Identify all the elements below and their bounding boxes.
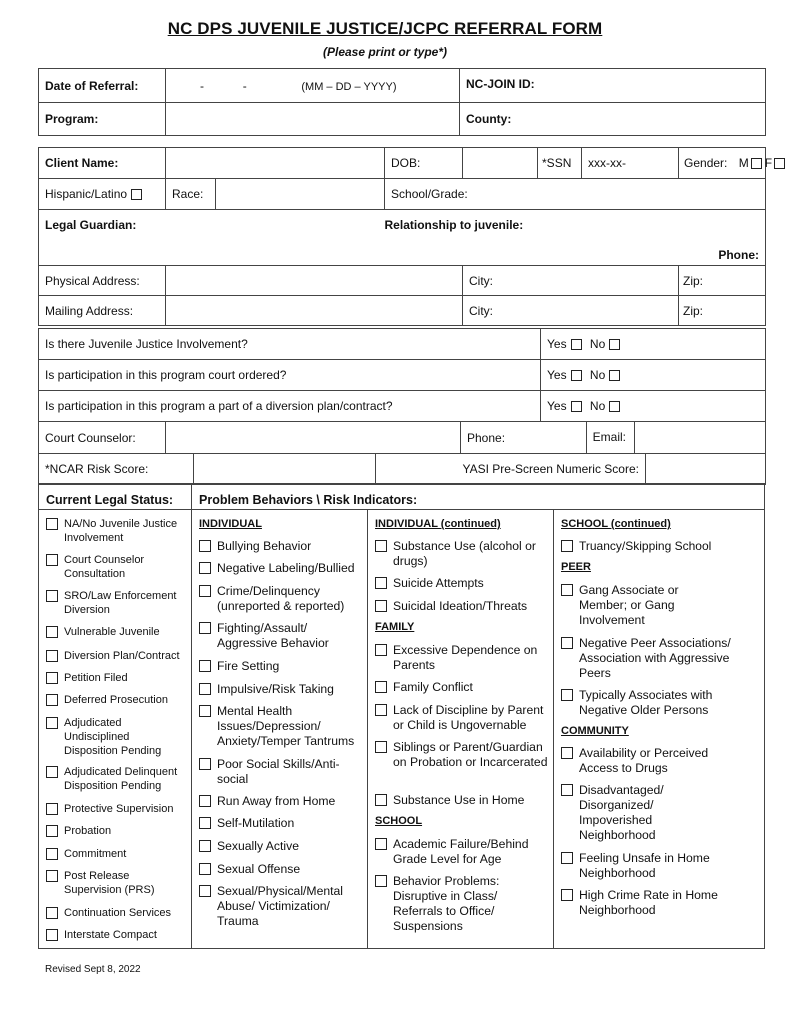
yasi-score-label: YASI Pre-Screen Numeric Score:	[376, 454, 646, 485]
behavior-item[interactable]	[561, 888, 733, 918]
school-continued-heading: SCHOOL (continued)	[561, 518, 671, 530]
legal-status-label: Court Counselor Consultation	[64, 554, 145, 580]
behavior-item[interactable]	[561, 583, 733, 628]
behavior-item[interactable]	[375, 576, 549, 591]
answer-court-ordered	[541, 360, 766, 391]
behavior-label: Lack of Discipline by Parent or Child is Ungovernable	[393, 703, 544, 732]
behavior-checkbox[interactable]	[199, 705, 211, 717]
behavior-checkbox[interactable]	[199, 683, 211, 695]
problem-behaviors-body	[192, 510, 764, 948]
behavior-item[interactable]	[375, 793, 549, 808]
behavior-label: Family Conflict	[393, 680, 473, 694]
behavior-checkbox[interactable]	[375, 838, 387, 850]
behavior-label: Behavior Problems: Disruptive in Class/ Referrals to Office/ Suspensions	[393, 874, 500, 933]
legal-status-checkbox[interactable]	[46, 766, 58, 778]
physical-zip-field[interactable]	[679, 266, 766, 296]
legal-status-checkbox[interactable]	[46, 626, 58, 638]
legal-status-label: Diversion Plan/Contract	[64, 650, 180, 662]
school-grade-label: School/Grade:	[391, 187, 468, 201]
behavior-item[interactable]	[199, 621, 363, 651]
client-name-label: Client Name:	[39, 148, 166, 179]
legal-status-column	[39, 484, 192, 948]
legal-guardian-label: Legal Guardian:	[45, 218, 137, 232]
nc-join-id-label: NC-JOIN ID:	[466, 77, 535, 91]
behavior-label: High Crime Rate in Home Neighborhood	[579, 888, 718, 917]
legal-status-heading: Current Legal Status:	[39, 484, 191, 510]
school-grade-field[interactable]	[385, 179, 766, 210]
behavior-checkbox[interactable]	[375, 875, 387, 887]
behavior-item[interactable]	[199, 839, 363, 854]
column-divider	[367, 510, 368, 948]
behavior-label: Academic Failure/Behind Grade Level for Age	[393, 837, 529, 866]
behavior-label: Truancy/Skipping School	[579, 539, 712, 553]
form-subtitle: (Please print or type*)	[322, 45, 448, 59]
school-heading: SCHOOL	[375, 815, 423, 827]
counselor-phone-field[interactable]	[461, 422, 587, 454]
legal-status-label: Adjudicated Delinquent Disposition Pending	[64, 766, 178, 792]
behavior-label: Negative Peer Associations/ Association with Aggressive Peers	[579, 636, 731, 680]
legal-status-item[interactable]	[46, 589, 194, 617]
legal-status-checkbox[interactable]	[46, 694, 58, 706]
legal-status-item[interactable]	[46, 649, 194, 663]
behavior-label: Sexual Offense	[217, 862, 301, 876]
behavior-checkbox[interactable]	[375, 540, 387, 552]
counselor-email-field[interactable]	[587, 422, 766, 454]
relationship-phone-field[interactable]	[385, 210, 766, 266]
legal-status-checkbox[interactable]	[46, 870, 58, 882]
behavior-checkbox[interactable]	[561, 584, 573, 596]
behavior-label: Excessive Dependence on Parents	[393, 643, 538, 672]
behavior-checkbox[interactable]	[199, 758, 211, 770]
court-counselor-field[interactable]	[166, 422, 461, 454]
program-label: Program:	[39, 103, 166, 136]
mailing-city-label: City:	[469, 303, 494, 318]
ssn-label: *SSN	[538, 148, 582, 179]
referral-table	[38, 68, 766, 136]
behavior-label: Sexually Active	[217, 839, 299, 853]
nc-join-id-field[interactable]	[460, 69, 766, 103]
behavior-item[interactable]	[561, 539, 733, 554]
county-label: County:	[466, 112, 512, 126]
problem-behaviors-column	[192, 484, 764, 948]
family-heading: FAMILY	[375, 621, 415, 633]
no-checkbox[interactable]	[609, 339, 620, 350]
behavior-item[interactable]	[561, 851, 733, 881]
hispanic-latino-label: Hispanic/Latino	[45, 187, 128, 201]
form-title: NC DPS JUVENILE JUSTICE/JCPC REFERRAL FORM	[167, 19, 603, 38]
ncar-risk-score-label: *NCAR Risk Score:	[39, 454, 194, 485]
legal-status-checkbox[interactable]	[46, 650, 58, 662]
behavior-checkbox[interactable]	[375, 794, 387, 806]
behavior-checkbox[interactable]	[561, 540, 573, 552]
behavior-label: Suicidal Ideation/Threats	[393, 599, 528, 613]
behavior-item[interactable]	[375, 703, 549, 733]
court-counselor-label: Court Counselor:	[39, 422, 166, 454]
behavior-checkbox[interactable]	[199, 622, 211, 634]
legal-status-checkbox[interactable]	[46, 803, 58, 815]
legal-status-checkbox[interactable]	[46, 848, 58, 860]
question-jj-involvement: Is there Juvenile Justice Involvement?	[39, 329, 541, 360]
legal-status-item[interactable]	[46, 517, 194, 545]
date-separator: -	[242, 78, 247, 93]
gender-f-label: F	[764, 156, 773, 170]
hispanic-latino-field	[39, 179, 166, 210]
behavior-checkbox[interactable]	[561, 637, 573, 649]
ncar-risk-score-field[interactable]	[194, 454, 376, 485]
yes-label: Yes	[547, 368, 567, 382]
behavior-checkbox[interactable]	[561, 784, 573, 796]
gender-f-checkbox[interactable]	[774, 158, 785, 169]
behavior-item[interactable]	[375, 740, 549, 770]
behavior-checkbox[interactable]	[375, 741, 387, 753]
legal-status-checkbox[interactable]	[46, 825, 58, 837]
legal-status-list	[39, 510, 191, 948]
no-label: No	[589, 337, 606, 351]
question-diversion-plan: Is participation in this program a part of a diversion plan/contract?	[39, 391, 541, 422]
behavior-item[interactable]	[199, 794, 363, 809]
legal-status-checkbox[interactable]	[46, 518, 58, 530]
dob-label: DOB:	[385, 148, 463, 179]
behavior-label: Gang Associate or Member; or Gang Involvement	[579, 583, 679, 627]
behavior-item[interactable]	[561, 783, 733, 843]
legal-status-label: Interstate Compact	[64, 929, 157, 941]
peer-heading: PEER	[561, 561, 591, 573]
legal-status-item[interactable]	[46, 625, 194, 639]
behavior-label: Substance Use in Home	[393, 793, 525, 807]
behavior-checkbox[interactable]	[199, 795, 211, 807]
behavior-checkbox[interactable]	[199, 585, 211, 597]
behavior-label: Availability or Perceived Access to Drugs	[579, 746, 709, 775]
yes-label: Yes	[547, 399, 567, 413]
individual-continued-heading: INDIVIDUAL (continued)	[375, 518, 501, 530]
legal-status-label: Petition Filed	[64, 672, 128, 684]
behavior-checkbox[interactable]	[375, 600, 387, 612]
behavior-checkbox[interactable]	[561, 689, 573, 701]
legal-status-item[interactable]	[46, 693, 194, 707]
yasi-score-field[interactable]	[646, 454, 766, 485]
mailing-zip-label: Zip:	[683, 303, 704, 318]
legal-status-item[interactable]	[46, 671, 194, 685]
behavior-label: Suicide Attempts	[393, 576, 484, 590]
county-field[interactable]	[460, 103, 766, 136]
counselor-email-label: Email:	[587, 422, 635, 453]
behavior-label: Sexual/Physical/Mental Abuse/ Victimization/ Trauma	[217, 884, 343, 928]
physical-address-field[interactable]	[166, 266, 463, 296]
behavior-item[interactable]	[375, 643, 549, 673]
behavior-label: Substance Use (alcohol or drugs)	[393, 539, 536, 568]
dob-field[interactable]	[463, 148, 538, 179]
behavior-item[interactable]	[375, 539, 549, 569]
behavior-checkbox[interactable]	[561, 889, 573, 901]
answer-jj-involvement	[541, 329, 766, 360]
problem-behaviors-heading: Problem Behaviors \ Risk Indicators:	[192, 484, 764, 510]
date-of-referral-field[interactable]	[166, 69, 460, 103]
date-separator: -	[200, 78, 204, 93]
mailing-address-field[interactable]	[166, 296, 463, 326]
legal-status-label: Post Release Supervision (PRS)	[64, 870, 155, 896]
legal-status-label: Probation	[64, 825, 112, 837]
behavior-label: Crime/Delinquency (unreported & reported)	[217, 584, 345, 613]
behavior-checkbox[interactable]	[561, 747, 573, 759]
mailing-zip-field[interactable]	[679, 296, 766, 326]
legal-guardian-field[interactable]	[39, 210, 385, 266]
behavior-label: Siblings or Parent/Guardian on Probation or Incarcerated	[393, 740, 548, 769]
legal-status-item[interactable]	[46, 847, 194, 861]
question-court-ordered: Is participation in this program court ordered?	[39, 360, 541, 391]
behavior-label: Mental Health Issues/Depression/ Anxiety/Temper Tantrums	[217, 704, 355, 748]
behavior-item[interactable]	[199, 539, 363, 554]
hispanic-latino-checkbox[interactable]	[131, 189, 142, 200]
behavior-item[interactable]	[375, 680, 549, 695]
legal-status-checkbox[interactable]	[46, 907, 58, 919]
ssn-mask: xxx-xx-	[588, 156, 627, 170]
gender-m-checkbox[interactable]	[751, 158, 762, 169]
physical-city-field[interactable]	[463, 266, 679, 296]
no-label: No	[589, 368, 606, 382]
behavior-item[interactable]	[375, 599, 549, 614]
physical-zip-label: Zip:	[683, 273, 704, 288]
behavior-checkbox[interactable]	[199, 817, 211, 829]
race-label: Race:	[166, 179, 216, 210]
legal-status-label: Protective Supervision	[64, 803, 174, 815]
program-field[interactable]	[166, 103, 460, 136]
gender-label: Gender:	[684, 156, 728, 170]
behavior-checkbox[interactable]	[375, 577, 387, 589]
behavior-label: Feeling Unsafe in Home Neighborhood	[579, 851, 710, 880]
behavior-checkbox[interactable]	[199, 885, 211, 897]
behavior-checkbox[interactable]	[199, 540, 211, 552]
relationship-label: Relationship to juvenile:	[384, 218, 524, 232]
behavior-item[interactable]	[199, 704, 365, 749]
involvement-table	[38, 328, 766, 485]
gender-m-label: M	[738, 156, 749, 170]
behavior-checkbox[interactable]	[199, 863, 211, 875]
legal-status-item[interactable]	[46, 716, 194, 758]
behavior-item[interactable]	[199, 884, 363, 929]
yes-checkbox[interactable]	[571, 401, 582, 412]
behavior-checkbox[interactable]	[199, 660, 211, 672]
legal-status-checkbox[interactable]	[46, 717, 58, 729]
legal-status-item[interactable]	[46, 869, 194, 897]
legal-status-checkbox[interactable]	[46, 590, 58, 602]
legal-status-label: Adjudicated Undisciplined Disposition Pending	[64, 717, 162, 757]
legal-status-item[interactable]	[46, 906, 194, 920]
behavior-checkbox[interactable]	[199, 840, 211, 852]
revision-note: Revised Sept 8, 2022	[45, 964, 141, 975]
legal-status-label: NA/No Juvenile Justice Involvement	[64, 518, 178, 544]
behavior-checkbox[interactable]	[375, 704, 387, 716]
behavior-label: Disadvantaged/ Disorganized/ Impoverished Neighborhood	[579, 783, 664, 842]
yes-checkbox[interactable]	[571, 370, 582, 381]
legal-status-checkbox[interactable]	[46, 929, 58, 941]
legal-status-label: SRO/Law Enforcement Diversion	[64, 590, 177, 616]
behavior-label: Fire Setting	[217, 659, 280, 673]
behavior-label: Poor Social Skills/Anti-social	[217, 757, 340, 786]
client-name-field[interactable]	[166, 148, 385, 179]
mailing-address-label: Mailing Address:	[39, 296, 166, 326]
behavior-item[interactable]	[199, 561, 365, 576]
legal-status-item[interactable]	[46, 802, 194, 816]
behavior-label: Bullying Behavior	[217, 539, 312, 553]
gender-field	[679, 148, 773, 179]
behavior-item[interactable]	[375, 874, 549, 934]
behavior-item[interactable]	[561, 746, 733, 776]
behavior-label: Impulsive/Risk Taking	[217, 682, 334, 696]
answer-diversion-plan	[541, 391, 766, 422]
behavior-checkbox[interactable]	[561, 852, 573, 864]
yes-checkbox[interactable]	[571, 339, 582, 350]
race-field[interactable]	[216, 179, 385, 210]
behavior-item[interactable]	[199, 862, 363, 877]
behavior-label: Fighting/Assault/ Aggressive Behavior	[217, 621, 329, 650]
behavior-label: Self-Mutilation	[217, 816, 295, 830]
behavior-item[interactable]	[199, 816, 363, 831]
column-divider	[553, 510, 554, 948]
counselor-phone-label: Phone:	[467, 430, 506, 445]
legal-status-item[interactable]	[46, 824, 194, 838]
legal-status-label: Vulnerable Juvenile	[64, 626, 160, 638]
legal-status-item[interactable]	[46, 765, 194, 793]
behavior-label: Typically Associates with Negative Older Persons	[579, 688, 713, 717]
date-of-referral-label: Date of Referral:	[39, 69, 166, 103]
guardian-phone-label: Phone:	[718, 248, 760, 262]
community-heading: COMMUNITY	[561, 725, 629, 737]
behavior-item[interactable]	[199, 682, 363, 697]
legal-status-item[interactable]	[46, 928, 194, 942]
client-table	[38, 147, 773, 326]
ssn-field[interactable]	[582, 148, 679, 179]
behavior-label: Run Away from Home	[217, 794, 336, 808]
physical-city-label: City:	[469, 273, 494, 288]
date-format-hint: (MM – DD – YYYY)	[301, 80, 397, 93]
legal-status-checkbox[interactable]	[46, 554, 58, 566]
behavior-checkbox[interactable]	[375, 644, 387, 656]
behavior-item[interactable]	[561, 688, 733, 718]
yes-label: Yes	[547, 337, 567, 351]
mailing-city-field[interactable]	[463, 296, 679, 326]
behavior-item[interactable]	[375, 837, 549, 867]
behavior-label: Negative Labeling/Bullied	[217, 561, 355, 575]
behavior-checkbox[interactable]	[375, 681, 387, 693]
legal-status-checkbox[interactable]	[46, 672, 58, 684]
legal-status-label: Commitment	[64, 848, 127, 860]
individual-heading: INDIVIDUAL	[199, 518, 262, 530]
behavior-checkbox[interactable]	[199, 562, 211, 574]
physical-address-label: Physical Address:	[39, 266, 166, 296]
legal-status-label: Continuation Services	[64, 907, 172, 919]
legal-status-label: Deferred Prosecution	[64, 694, 168, 706]
legal-status-item[interactable]	[46, 553, 194, 581]
status-behaviors-section	[38, 483, 765, 949]
no-checkbox[interactable]	[609, 370, 620, 381]
no-checkbox[interactable]	[609, 401, 620, 412]
no-label: No	[589, 399, 606, 413]
behavior-item[interactable]	[561, 636, 733, 681]
behavior-item[interactable]	[199, 757, 363, 787]
behavior-item[interactable]	[199, 659, 363, 674]
behavior-item[interactable]	[199, 584, 363, 614]
